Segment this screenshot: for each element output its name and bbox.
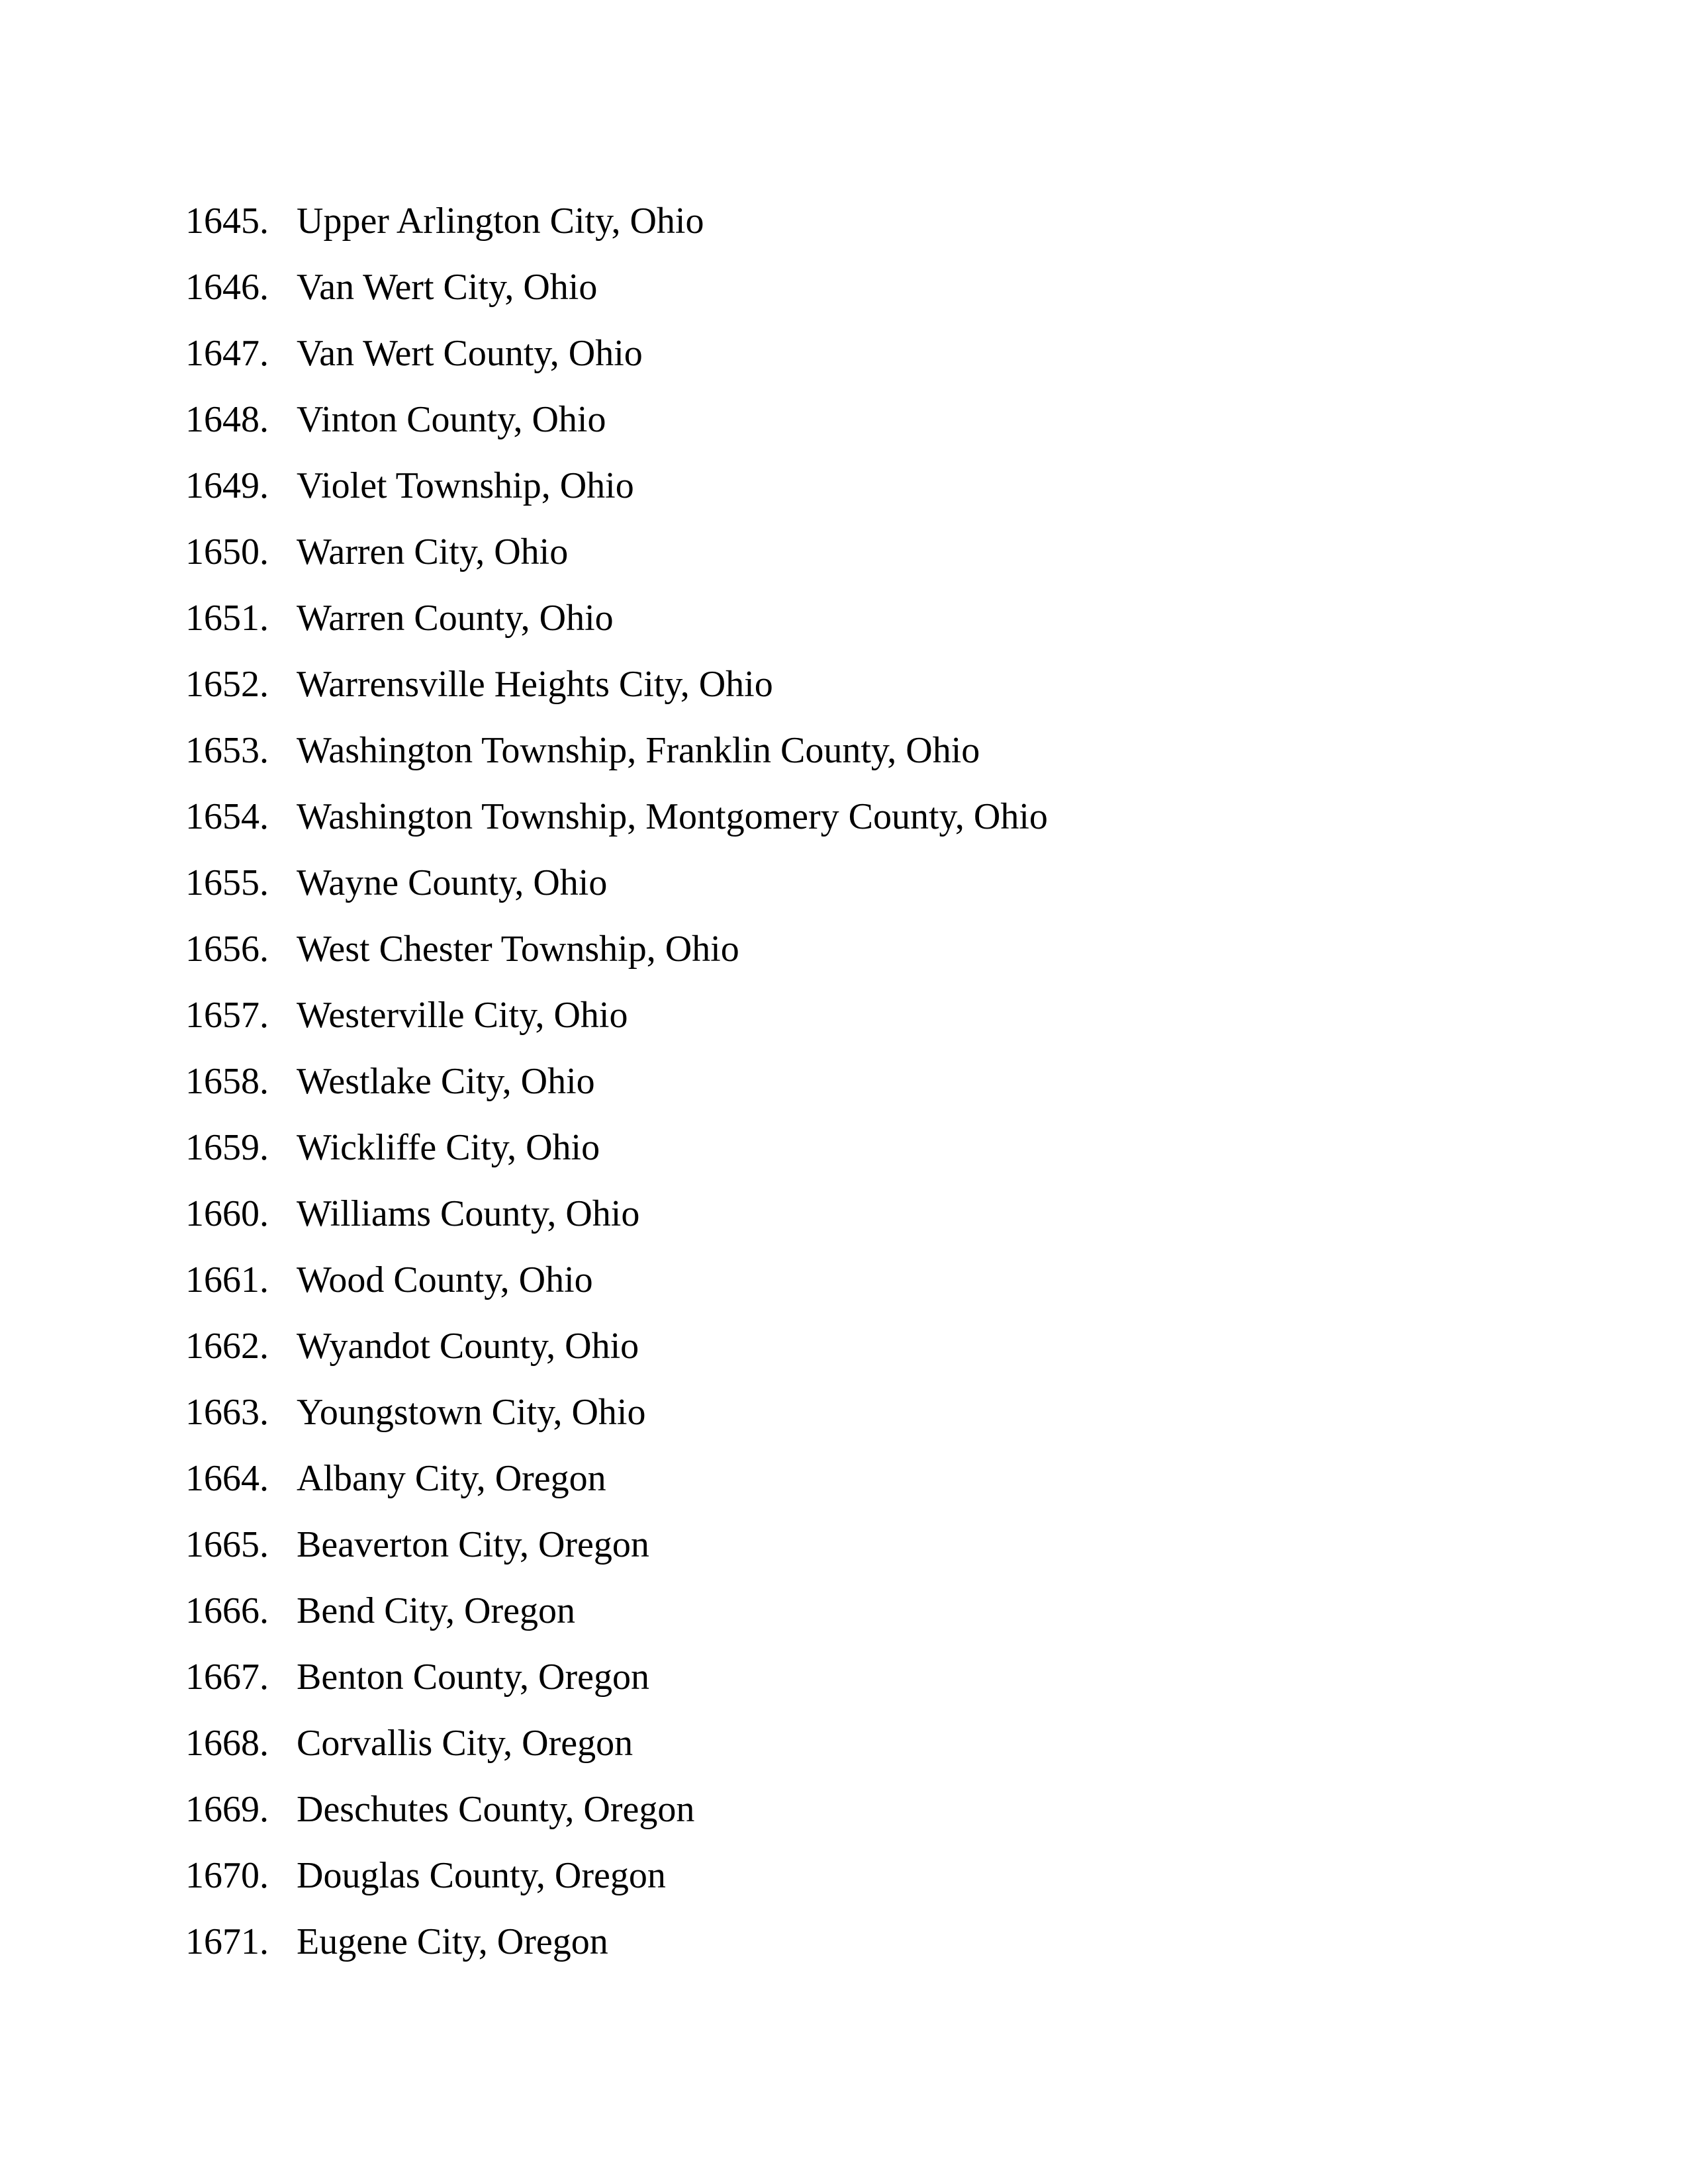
- item-number: 1671.: [185, 1921, 269, 1962]
- item-number: 1649.: [185, 465, 269, 506]
- list-item: [185, 1256, 1048, 1322]
- item-number: 1645.: [185, 201, 269, 242]
- list-item: [185, 1322, 1048, 1388]
- list-item: [185, 1653, 1048, 1719]
- item-number: 1667.: [185, 1657, 269, 1698]
- item-text: Warren County, Ohio: [297, 598, 614, 639]
- list-item: [185, 263, 1048, 330]
- list-item: [185, 594, 1048, 660]
- item-number: 1664.: [185, 1458, 269, 1499]
- item-number: 1665.: [185, 1524, 269, 1565]
- item-number: 1659.: [185, 1127, 269, 1168]
- item-text: Corvallis City, Oregon: [297, 1723, 633, 1764]
- item-text: Warren City, Ohio: [297, 531, 569, 572]
- list-item: [185, 1852, 1048, 1918]
- item-text: Wayne County, Ohio: [297, 862, 608, 903]
- item-text: Wyandot County, Ohio: [297, 1326, 639, 1367]
- item-number: 1651.: [185, 598, 269, 639]
- item-text: Youngstown City, Ohio: [297, 1392, 646, 1433]
- item-text: Williams County, Ohio: [297, 1193, 640, 1234]
- list-item: [185, 1388, 1048, 1455]
- item-text: Beaverton City, Oregon: [297, 1524, 649, 1565]
- numbered-list: [185, 197, 1048, 1984]
- item-number: 1657.: [185, 995, 269, 1036]
- item-text: Wickliffe City, Ohio: [297, 1127, 600, 1168]
- item-text: Washington Township, Franklin County, Ohio: [297, 730, 980, 771]
- item-number: 1661.: [185, 1259, 269, 1300]
- list-item: [185, 859, 1048, 925]
- list-item: [185, 793, 1048, 859]
- item-number: 1646.: [185, 267, 269, 308]
- list-item: [185, 1786, 1048, 1852]
- list-item: [185, 528, 1048, 594]
- list-item: [185, 462, 1048, 528]
- item-number: 1647.: [185, 333, 269, 374]
- item-number: 1666.: [185, 1590, 269, 1631]
- list-item: [185, 727, 1048, 793]
- item-text: Bend City, Oregon: [297, 1590, 575, 1631]
- item-number: 1653.: [185, 730, 269, 771]
- item-number: 1648.: [185, 399, 269, 440]
- item-text: Westlake City, Ohio: [297, 1061, 595, 1102]
- item-text: Washington Township, Montgomery County, Ohio: [297, 796, 1048, 837]
- item-text: Violet Township, Ohio: [297, 465, 634, 506]
- item-number: 1662.: [185, 1326, 269, 1367]
- list-item: [185, 925, 1048, 991]
- item-number: 1655.: [185, 862, 269, 903]
- item-number: 1654.: [185, 796, 269, 837]
- item-text: Upper Arlington City, Ohio: [297, 201, 704, 242]
- list-item: [185, 197, 1048, 263]
- item-text: Albany City, Oregon: [297, 1458, 606, 1499]
- item-text: Van Wert County, Ohio: [297, 333, 643, 374]
- item-text: Warrensville Heights City, Ohio: [297, 664, 773, 705]
- item-text: Westerville City, Ohio: [297, 995, 628, 1036]
- list-item: [185, 1587, 1048, 1653]
- item-text: Douglas County, Oregon: [297, 1855, 666, 1896]
- item-text: Eugene City, Oregon: [297, 1921, 608, 1962]
- list-item: [185, 991, 1048, 1058]
- item-text: Van Wert City, Ohio: [297, 267, 598, 308]
- item-number: 1652.: [185, 664, 269, 705]
- list-item: [185, 396, 1048, 462]
- list-item: [185, 660, 1048, 727]
- item-number: 1668.: [185, 1723, 269, 1764]
- item-number: 1650.: [185, 531, 269, 572]
- list-item: [185, 1719, 1048, 1786]
- item-text: Vinton County, Ohio: [297, 399, 606, 440]
- list-item: [185, 1124, 1048, 1190]
- list-item: [185, 330, 1048, 396]
- list-item: [185, 1918, 1048, 1984]
- list-item: [185, 1058, 1048, 1124]
- item-text: Deschutes County, Oregon: [297, 1789, 695, 1830]
- list-item: [185, 1190, 1048, 1256]
- item-number: 1669.: [185, 1789, 269, 1830]
- list-item: [185, 1521, 1048, 1587]
- item-number: 1670.: [185, 1855, 269, 1896]
- item-number: 1660.: [185, 1193, 269, 1234]
- list-item: [185, 1455, 1048, 1521]
- item-text: Benton County, Oregon: [297, 1657, 649, 1698]
- item-number: 1658.: [185, 1061, 269, 1102]
- item-text: West Chester Township, Ohio: [297, 929, 739, 970]
- item-number: 1656.: [185, 929, 269, 970]
- item-number: 1663.: [185, 1392, 269, 1433]
- item-text: Wood County, Ohio: [297, 1259, 593, 1300]
